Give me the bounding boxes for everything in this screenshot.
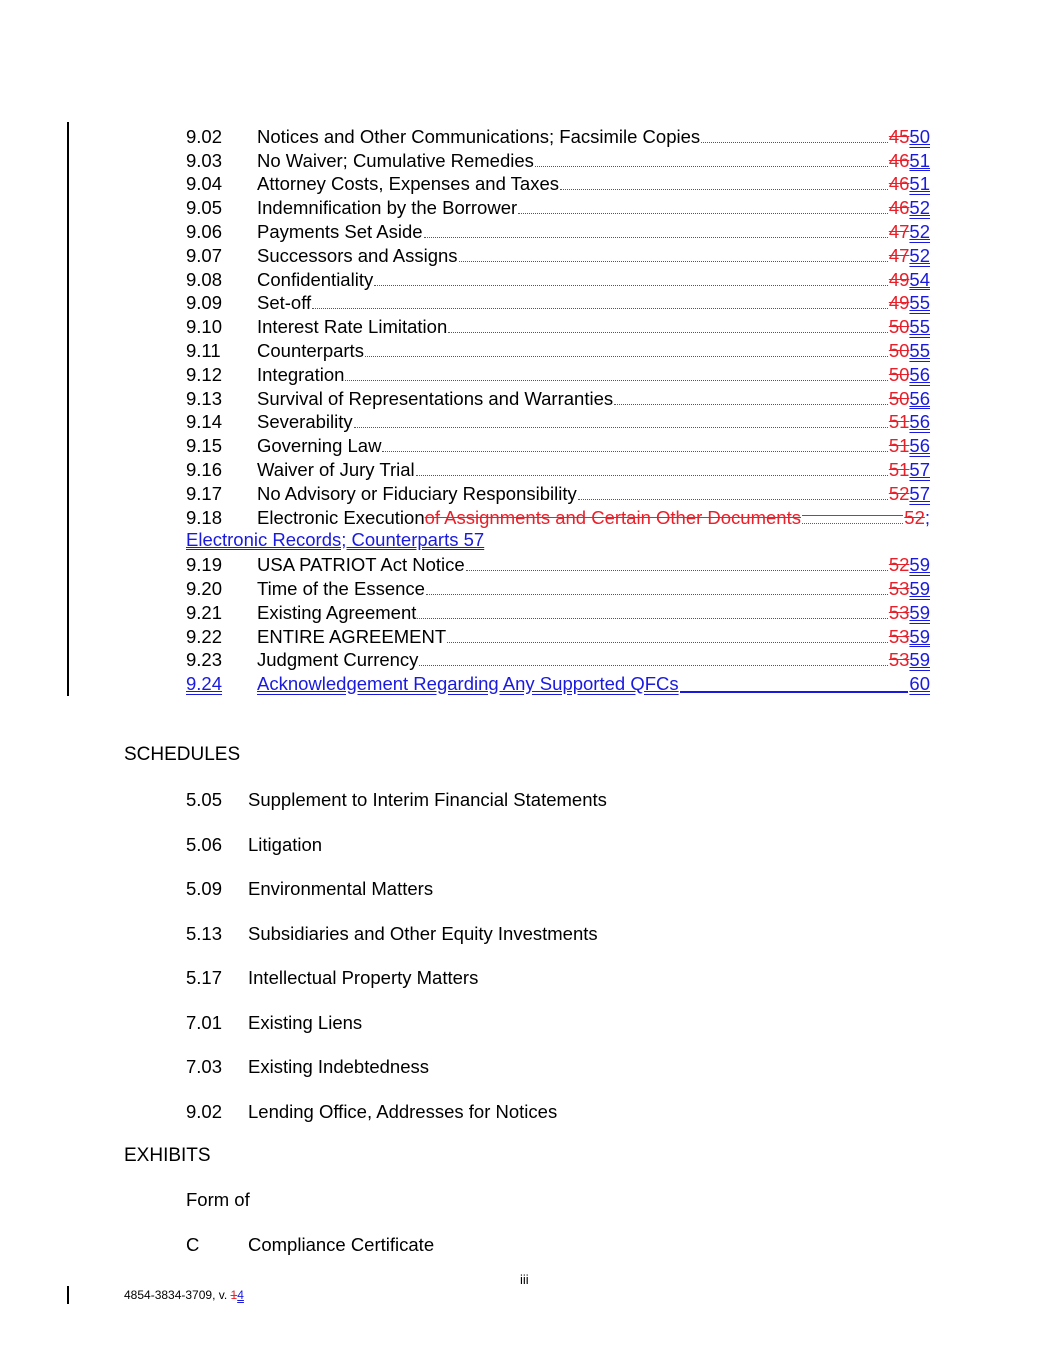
toc-entry[interactable] [186,291,930,315]
toc-number: 9.14 [186,411,223,433]
toc-entry[interactable] [186,433,930,457]
toc-page [889,435,930,457]
new-page: 56 [909,411,930,433]
toc-number: 9.13 [186,387,223,409]
toc-number: 9.19 [186,554,223,576]
toc-entry[interactable] [186,624,930,648]
toc-number: 9.21 [186,601,223,623]
toc-number: 9.09 [186,292,223,314]
toc-number: 9.07 [186,244,223,266]
old-page: 50 [888,363,910,385]
toc-title: Time of the Essence [257,577,425,599]
toc-number: 9.08 [186,268,223,290]
item-code: C [186,1234,200,1255]
toc-number: 9.22 [186,625,223,647]
toc-title: Payments Set Aside [257,220,423,242]
toc-title: Survival of Representations and Warranties [257,387,614,409]
toc-entry[interactable] [186,219,930,243]
dot-leader [459,261,888,262]
dot-leader [614,404,888,405]
item-code: 5.06 [186,833,223,855]
toc-page [889,126,930,148]
toc-page [889,483,930,505]
toc-entry[interactable] [186,338,930,362]
toc-number: 9.23 [186,649,223,671]
toc-number: 9.05 [186,197,223,219]
dot-leader [419,665,887,666]
toc-page [889,578,930,600]
exhibits-heading: EXHIBITS [124,1145,211,1166]
toc-entry[interactable] [186,648,930,672]
dot-leader [424,237,888,238]
old-page: 52 [888,554,910,576]
dot-leader [560,189,888,190]
new-page: 55 [909,339,930,361]
old-page: 46 [888,197,910,219]
dot-leader [701,142,888,143]
toc-number: 9.04 [186,173,223,195]
schedule-item [186,1101,557,1123]
deleted-text: of Assignments and Certain Other Documents [424,506,801,528]
toc-page [904,507,930,529]
new-page: 51 [909,149,930,171]
item-code: 9.02 [186,1100,223,1122]
toc-title: Attorney Costs, Expenses and Taxes [257,173,559,195]
toc-number: 9.15 [186,435,223,457]
new-page: 59 [909,649,930,671]
dot-leader [535,166,888,167]
toc-title: Severability [257,411,353,433]
item-title: Existing Liens [248,1011,363,1033]
schedule-item [186,967,478,989]
dot-leader [354,427,888,428]
toc-title: Set-off [257,292,312,314]
new-page: 52 [909,244,930,266]
toc-title: Waiver of Jury Trial [257,458,415,480]
new-page: 59 [909,625,930,647]
old-page: 51 [888,411,910,433]
toc-entry[interactable] [186,195,930,219]
item-code: 7.01 [186,1011,223,1033]
item-title: Environmental Matters [248,878,434,899]
change-bar-toc [67,122,69,696]
new-page: 56 [909,435,930,457]
inserted-line: Electronic Records; Counterparts 57 [186,528,485,550]
dot-leader [578,499,888,500]
toc-page [889,221,930,243]
toc-title: Acknowledgement Regarding Any Supported QFCs [257,673,679,695]
toc-entry[interactable] [186,386,930,410]
item-title: Subsidiaries and Other Equity Investments [248,922,598,944]
dot-leader [426,594,888,595]
item-code: 5.17 [186,967,223,988]
toc-page [889,316,930,338]
toc-title: Successors and Assigns [257,244,458,266]
item-code: 5.05 [186,789,223,810]
new-page: 51 [909,173,930,195]
dot-leader [416,475,888,476]
item-title: Intellectual Property Matters [248,967,479,988]
new-page: 52 [909,197,930,219]
toc-page [889,197,930,219]
item-code: 5.09 [186,878,223,899]
toc-page [889,364,930,386]
old-page: 52 [888,482,910,504]
toc-title: Counterparts [257,339,364,361]
exhibit-item [186,1234,434,1256]
toc-number: 9.11 [186,339,221,361]
old-page: 53 [888,601,910,623]
old-page: 51 [888,435,910,457]
old-page: 53 [888,649,910,671]
old-page: 50 [888,316,910,338]
toc-entry[interactable] [186,576,930,600]
schedule-item [186,834,322,856]
toc-page [889,626,930,648]
toc-page [889,649,930,671]
item-title: Litigation [248,833,323,855]
toc-title: Governing Law [257,435,382,457]
new-page: 56 [909,387,930,409]
toc-page [889,554,930,576]
toc-entry[interactable] [186,552,930,576]
item-code: 7.03 [186,1056,223,1077]
dot-leader [447,642,888,643]
dot-leader [382,451,887,452]
toc-page [889,173,930,195]
dot-leader [680,691,909,693]
toc-page [889,602,930,624]
table-of-contents [186,124,930,695]
new-page: 60 [909,673,930,695]
new-page: 50 [909,125,930,147]
toc-page [889,459,930,481]
dot-leader [345,380,887,381]
toc-title: Electronic Execution [257,506,425,528]
dot-leader [365,356,888,357]
old-page: 47 [888,220,910,242]
toc-entry[interactable] [186,148,930,172]
toc-title: Confidentiality [257,268,374,290]
old-page: 46 [888,173,910,195]
schedule-item [186,923,598,945]
toc-number: 9.17 [186,482,223,504]
toc-page [889,245,930,267]
toc-page [889,269,930,291]
toc-number: 9.18 [186,506,223,528]
item-title: Compliance Certificate [248,1234,435,1255]
exhibits-form-of: Form of [186,1189,250,1210]
toc-entry[interactable] [186,600,930,624]
toc-entry[interactable] [186,314,930,338]
schedule-item [186,878,433,900]
toc-entry[interactable] [186,457,930,481]
toc-title: Notices and Other Communications; Facsimile Copies [257,125,701,147]
toc-title: Judgment Currency [257,649,419,671]
old-page: 51 [888,458,910,480]
version-old: 1 [230,1288,238,1302]
toc-entry[interactable] [186,481,930,505]
dot-leader [802,523,903,524]
dot-leader [448,332,888,333]
toc-number: 9.24 [186,673,223,695]
old-page: 49 [888,268,910,290]
toc-page [889,340,930,362]
new-page: 59 [909,601,930,623]
schedule-item [186,1012,362,1034]
toc-title: USA PATRIOT Act Notice [257,554,465,576]
dot-leader [417,618,887,619]
toc-title: Indemnification by the Borrower [257,197,518,219]
toc-title: Integration [257,363,345,385]
toc-page [889,150,930,172]
toc-title: Existing Agreement [257,601,417,623]
toc-entry[interactable] [186,362,930,386]
toc-title: No Waiver; Cumulative Remedies [257,149,534,171]
new-page: 54 [909,268,930,290]
toc-title: No Advisory or Fiduciary Responsibility [257,482,577,504]
change-bar-footer [67,1286,69,1304]
toc-entry-9-18[interactable] [186,505,930,529]
toc-number: 9.12 [186,363,223,385]
toc-number: 9.16 [186,458,223,480]
old-page: 45 [888,125,910,147]
old-page: 47 [888,244,910,266]
dot-leader [518,213,888,214]
toc-page [889,388,930,410]
toc-number: 9.02 [186,125,223,147]
toc-title: ENTIRE AGREEMENT [257,625,447,647]
schedules-heading: SCHEDULES [124,744,241,765]
inserted-text: ; [924,506,930,528]
doc-id-text: 4854-3834-3709, v. [124,1288,231,1302]
toc-entry[interactable] [186,124,930,148]
old-page: 46 [888,149,910,171]
item-title: Lending Office, Addresses for Notices [248,1100,558,1122]
old-page: 52 [904,506,925,528]
document-id [124,1288,244,1302]
page-number: iii [520,1272,529,1287]
old-page: 50 [888,339,910,361]
new-page: 57 [909,458,930,480]
old-page: 53 [888,625,910,647]
old-page: 49 [888,292,910,314]
toc-entry[interactable] [186,243,930,267]
item-title: Existing Indebtedness [248,1056,430,1077]
new-page: 56 [909,363,930,385]
old-page: 53 [888,577,910,599]
toc-entry[interactable] [186,410,930,434]
schedule-item [186,789,607,811]
schedule-item [186,1056,429,1078]
new-page: 59 [909,577,930,599]
item-code: 5.13 [186,922,223,944]
toc-entry[interactable] [186,172,930,196]
version-new: 4 [237,1288,244,1302]
toc-title: Interest Rate Limitation [257,316,448,338]
toc-number: 9.03 [186,149,223,171]
new-page: 57 [909,482,930,504]
toc-entry-9-24[interactable] [186,671,930,695]
toc-number: 9.06 [186,220,223,242]
toc-page [889,411,930,433]
old-page: 50 [888,387,910,409]
new-page: 55 [909,292,930,314]
new-page: 55 [909,316,930,338]
toc-number: 9.10 [186,316,223,338]
new-page: 52 [909,220,930,242]
dot-leader [466,570,888,571]
toc-entry[interactable] [186,267,930,291]
toc-page [889,292,930,314]
item-title: Supplement to Interim Financial Statements [248,789,607,810]
toc-number: 9.20 [186,577,223,599]
dot-leader [374,285,888,286]
new-page: 59 [909,554,930,576]
dot-leader [312,308,888,309]
